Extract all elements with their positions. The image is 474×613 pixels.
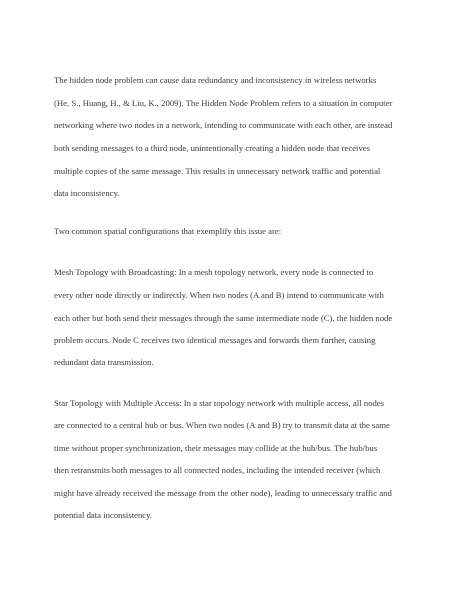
text-line: Star Topology with Multiple Access: In a star topology network with multiple access, all nodes bbox=[54, 398, 385, 408]
text-line: both sending messages to a third node, unintentionally creating a hidden node that receives bbox=[54, 143, 371, 153]
text-line: potential data inconsistency. bbox=[54, 510, 153, 520]
text-line: redundant data transmission. bbox=[54, 357, 154, 367]
text-line: data inconsistency. bbox=[54, 188, 120, 198]
text-line: might have already received the message from the other node), leading to unnecessary traffic and bbox=[54, 488, 392, 498]
text-line: each other but both send their messages through the same intermediate node (C), the hidden node bbox=[54, 313, 393, 323]
text-line: Mesh Topology with Broadcasting: In a mesh topology network, every node is connected to bbox=[54, 267, 374, 277]
text-line: time without proper synchronization, their messages may collide at the hub/bus. The hub/bus bbox=[54, 443, 378, 453]
text-line: Two common spatial configurations that exemplify this issue are: bbox=[54, 226, 282, 236]
text-line: The hidden node problem can cause data redundancy and inconsistency in wireless networks bbox=[54, 75, 377, 85]
text-line: multiple copies of the same message. This results in unnecessary network traffic and potential bbox=[54, 166, 381, 176]
text-line: every other node directly or indirectly. When two nodes (A and B) intend to communicate with bbox=[54, 290, 384, 300]
text-line: (He, S., Huang, H., & Liu, K., 2009). The Hidden Node Problem refers to a situation in computer bbox=[54, 98, 393, 108]
text-line: then retransmits both messages to all connected nodes, including the intended receiver (which bbox=[54, 465, 381, 475]
text-line: problem occurs. Node C receives two identical messages and forwards them further, causing bbox=[54, 335, 376, 345]
text-line: networking where two nodes in a network, intending to communicate with each other, are instead bbox=[54, 120, 393, 130]
text-line: are connected to a central hub or bus. When two nodes (A and B) try to transmit data at the same bbox=[54, 420, 390, 430]
